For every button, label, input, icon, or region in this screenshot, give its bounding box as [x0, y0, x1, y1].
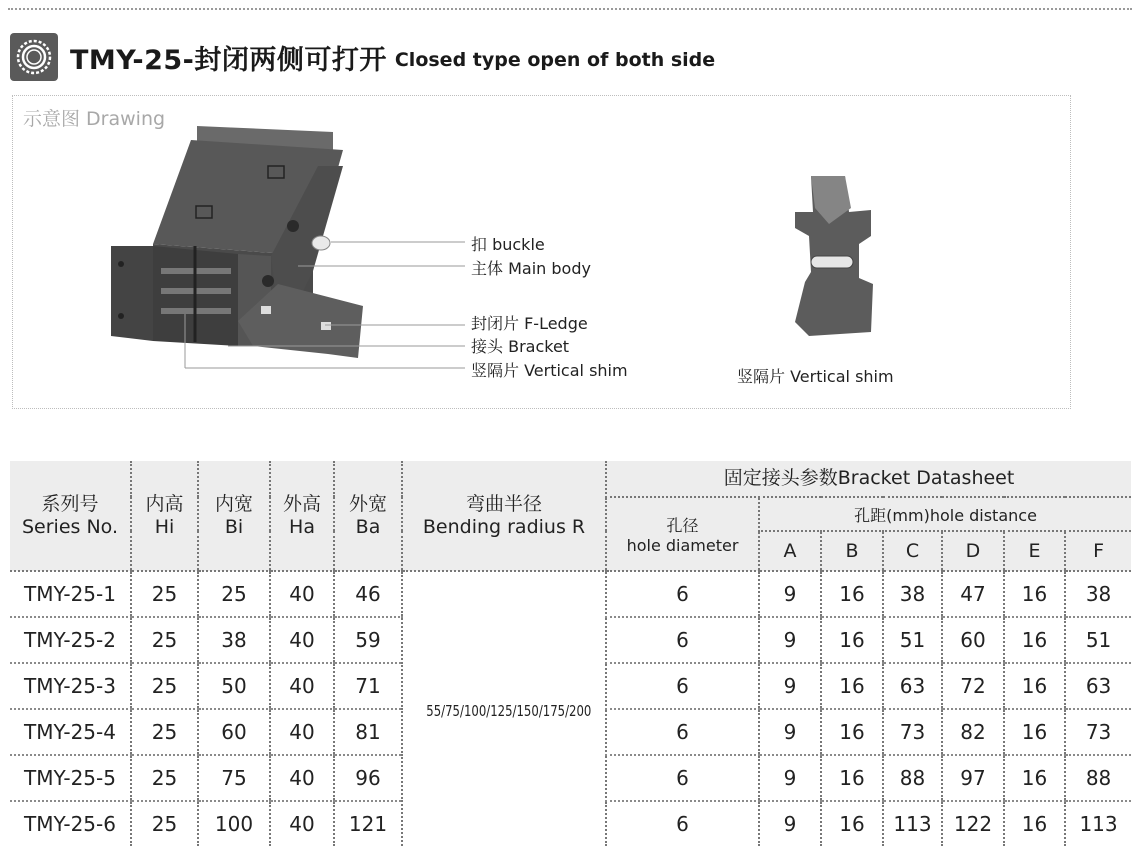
- header-series: 系列号 Series No.: [10, 461, 131, 571]
- cell-hi: 25: [131, 801, 198, 846]
- cell-a: 9: [759, 709, 821, 755]
- cell-f: 38: [1065, 571, 1131, 617]
- cable-chain-illustration: [111, 126, 363, 358]
- cell-bi: 100: [198, 801, 270, 846]
- cell-hole-diameter: 6: [606, 801, 759, 846]
- cell-d: 122: [942, 801, 1004, 846]
- header-col-c: C: [883, 531, 942, 571]
- cell-a: 9: [759, 571, 821, 617]
- cell-ha: 40: [270, 801, 334, 846]
- header-col-f: F: [1065, 531, 1131, 571]
- cell-c: 73: [883, 709, 942, 755]
- cell-f: 73: [1065, 709, 1131, 755]
- header-hi: 内高 Hi: [131, 461, 198, 571]
- cell-e: 16: [1004, 801, 1065, 846]
- cell-bending-radius: [402, 571, 606, 846]
- cell-ba: 59: [334, 617, 402, 663]
- cell-ha: 40: [270, 663, 334, 709]
- cell-d: 72: [942, 663, 1004, 709]
- cell-hi: 25: [131, 571, 198, 617]
- cell-ha: 40: [270, 571, 334, 617]
- cell-d: 60: [942, 617, 1004, 663]
- header-bi: 内宽 Bi: [198, 461, 270, 571]
- table-row: [10, 571, 1131, 617]
- drawing-label: 示意图 Drawing: [23, 108, 166, 130]
- cell-a: 9: [759, 801, 821, 846]
- header-ha: 外高 Ha: [270, 461, 334, 571]
- cell-ba: 81: [334, 709, 402, 755]
- cell-hi: 25: [131, 663, 198, 709]
- header-bracket-datasheet: 固定接头参数Bracket Datasheet: [606, 461, 1131, 497]
- cell-hi: 25: [131, 617, 198, 663]
- cell-c: 63: [883, 663, 942, 709]
- callout-main-body: 主体 Main body: [471, 259, 591, 278]
- cell-ha: 40: [270, 709, 334, 755]
- cell-bi: 50: [198, 663, 270, 709]
- cell-b: 16: [821, 571, 883, 617]
- ring-gear-icon: [10, 33, 58, 81]
- cell-series: TMY-25-5: [10, 755, 131, 801]
- cell-e: 16: [1004, 617, 1065, 663]
- cell-e: 16: [1004, 571, 1065, 617]
- bending-radius-value: 55/75/100/125/150/175/200: [426, 702, 592, 720]
- header-hole-distance: 孔距(mm)hole distance: [759, 497, 1131, 531]
- cell-hole-diameter: 6: [606, 755, 759, 801]
- cell-bi: 60: [198, 709, 270, 755]
- top-dotted-rule: [8, 8, 1132, 10]
- cell-hi: 25: [131, 709, 198, 755]
- cell-c: 88: [883, 755, 942, 801]
- cell-hole-diameter: 6: [606, 709, 759, 755]
- header-bending-radius: 弯曲半径 Bending radius R: [402, 461, 606, 571]
- cell-hole-diameter: 6: [606, 663, 759, 709]
- cell-c: 38: [883, 571, 942, 617]
- cell-series: TMY-25-3: [10, 663, 131, 709]
- drawing-panel: [12, 95, 1071, 409]
- cell-e: 16: [1004, 709, 1065, 755]
- cell-ha: 40: [270, 755, 334, 801]
- page-title: TMY-25-封闭两侧可打开: [70, 44, 387, 76]
- cell-b: 16: [821, 755, 883, 801]
- cell-bi: 25: [198, 571, 270, 617]
- header-col-d: D: [942, 531, 1004, 571]
- cell-ha: 40: [270, 617, 334, 663]
- cell-f: 113: [1065, 801, 1131, 846]
- page-header: [10, 33, 715, 81]
- vertical-shim-illustration: [795, 176, 873, 336]
- header-col-a: A: [759, 531, 821, 571]
- cell-f: 51: [1065, 617, 1131, 663]
- cell-d: 97: [942, 755, 1004, 801]
- cell-c: 113: [883, 801, 942, 846]
- cell-a: 9: [759, 755, 821, 801]
- header-ba: 外宽 Ba: [334, 461, 402, 571]
- cell-b: 16: [821, 617, 883, 663]
- cell-hole-diameter: 6: [606, 571, 759, 617]
- header-col-e: E: [1004, 531, 1065, 571]
- cell-series: TMY-25-2: [10, 617, 131, 663]
- cell-ba: 46: [334, 571, 402, 617]
- cell-series: TMY-25-1: [10, 571, 131, 617]
- cell-ba: 96: [334, 755, 402, 801]
- cell-b: 16: [821, 801, 883, 846]
- cell-hole-diameter: 6: [606, 617, 759, 663]
- callout-buckle: 扣 buckle: [471, 235, 545, 254]
- header-col-b: B: [821, 531, 883, 571]
- cell-hi: 25: [131, 755, 198, 801]
- callout-bracket: 接头 Bracket: [471, 337, 570, 356]
- cell-b: 16: [821, 709, 883, 755]
- cell-e: 16: [1004, 755, 1065, 801]
- cell-bi: 75: [198, 755, 270, 801]
- cell-ba: 71: [334, 663, 402, 709]
- shim-caption: 竖隔片 Vertical shim: [737, 367, 894, 386]
- spec-table: [10, 461, 1131, 846]
- cell-bi: 38: [198, 617, 270, 663]
- cell-b: 16: [821, 663, 883, 709]
- cell-f: 63: [1065, 663, 1131, 709]
- cell-series: TMY-25-6: [24, 812, 116, 836]
- page-subtitle: Closed type open of both side: [394, 49, 716, 71]
- cell-d: 82: [942, 709, 1004, 755]
- cell-c: 51: [883, 617, 942, 663]
- callout-f-ledge: 封闭片 F-Ledge: [471, 314, 588, 333]
- cell-a: 9: [759, 617, 821, 663]
- cell-e: 16: [1004, 663, 1065, 709]
- header-hole-diameter: 孔径 hole diameter: [606, 497, 759, 571]
- cell-a: 9: [759, 663, 821, 709]
- cell-f: 88: [1065, 755, 1131, 801]
- cell-ba: 121: [334, 801, 402, 846]
- callout-vertical-shim: 竖隔片 Vertical shim: [471, 361, 628, 380]
- cell-d: 47: [942, 571, 1004, 617]
- cell-series: TMY-25-4: [10, 709, 131, 755]
